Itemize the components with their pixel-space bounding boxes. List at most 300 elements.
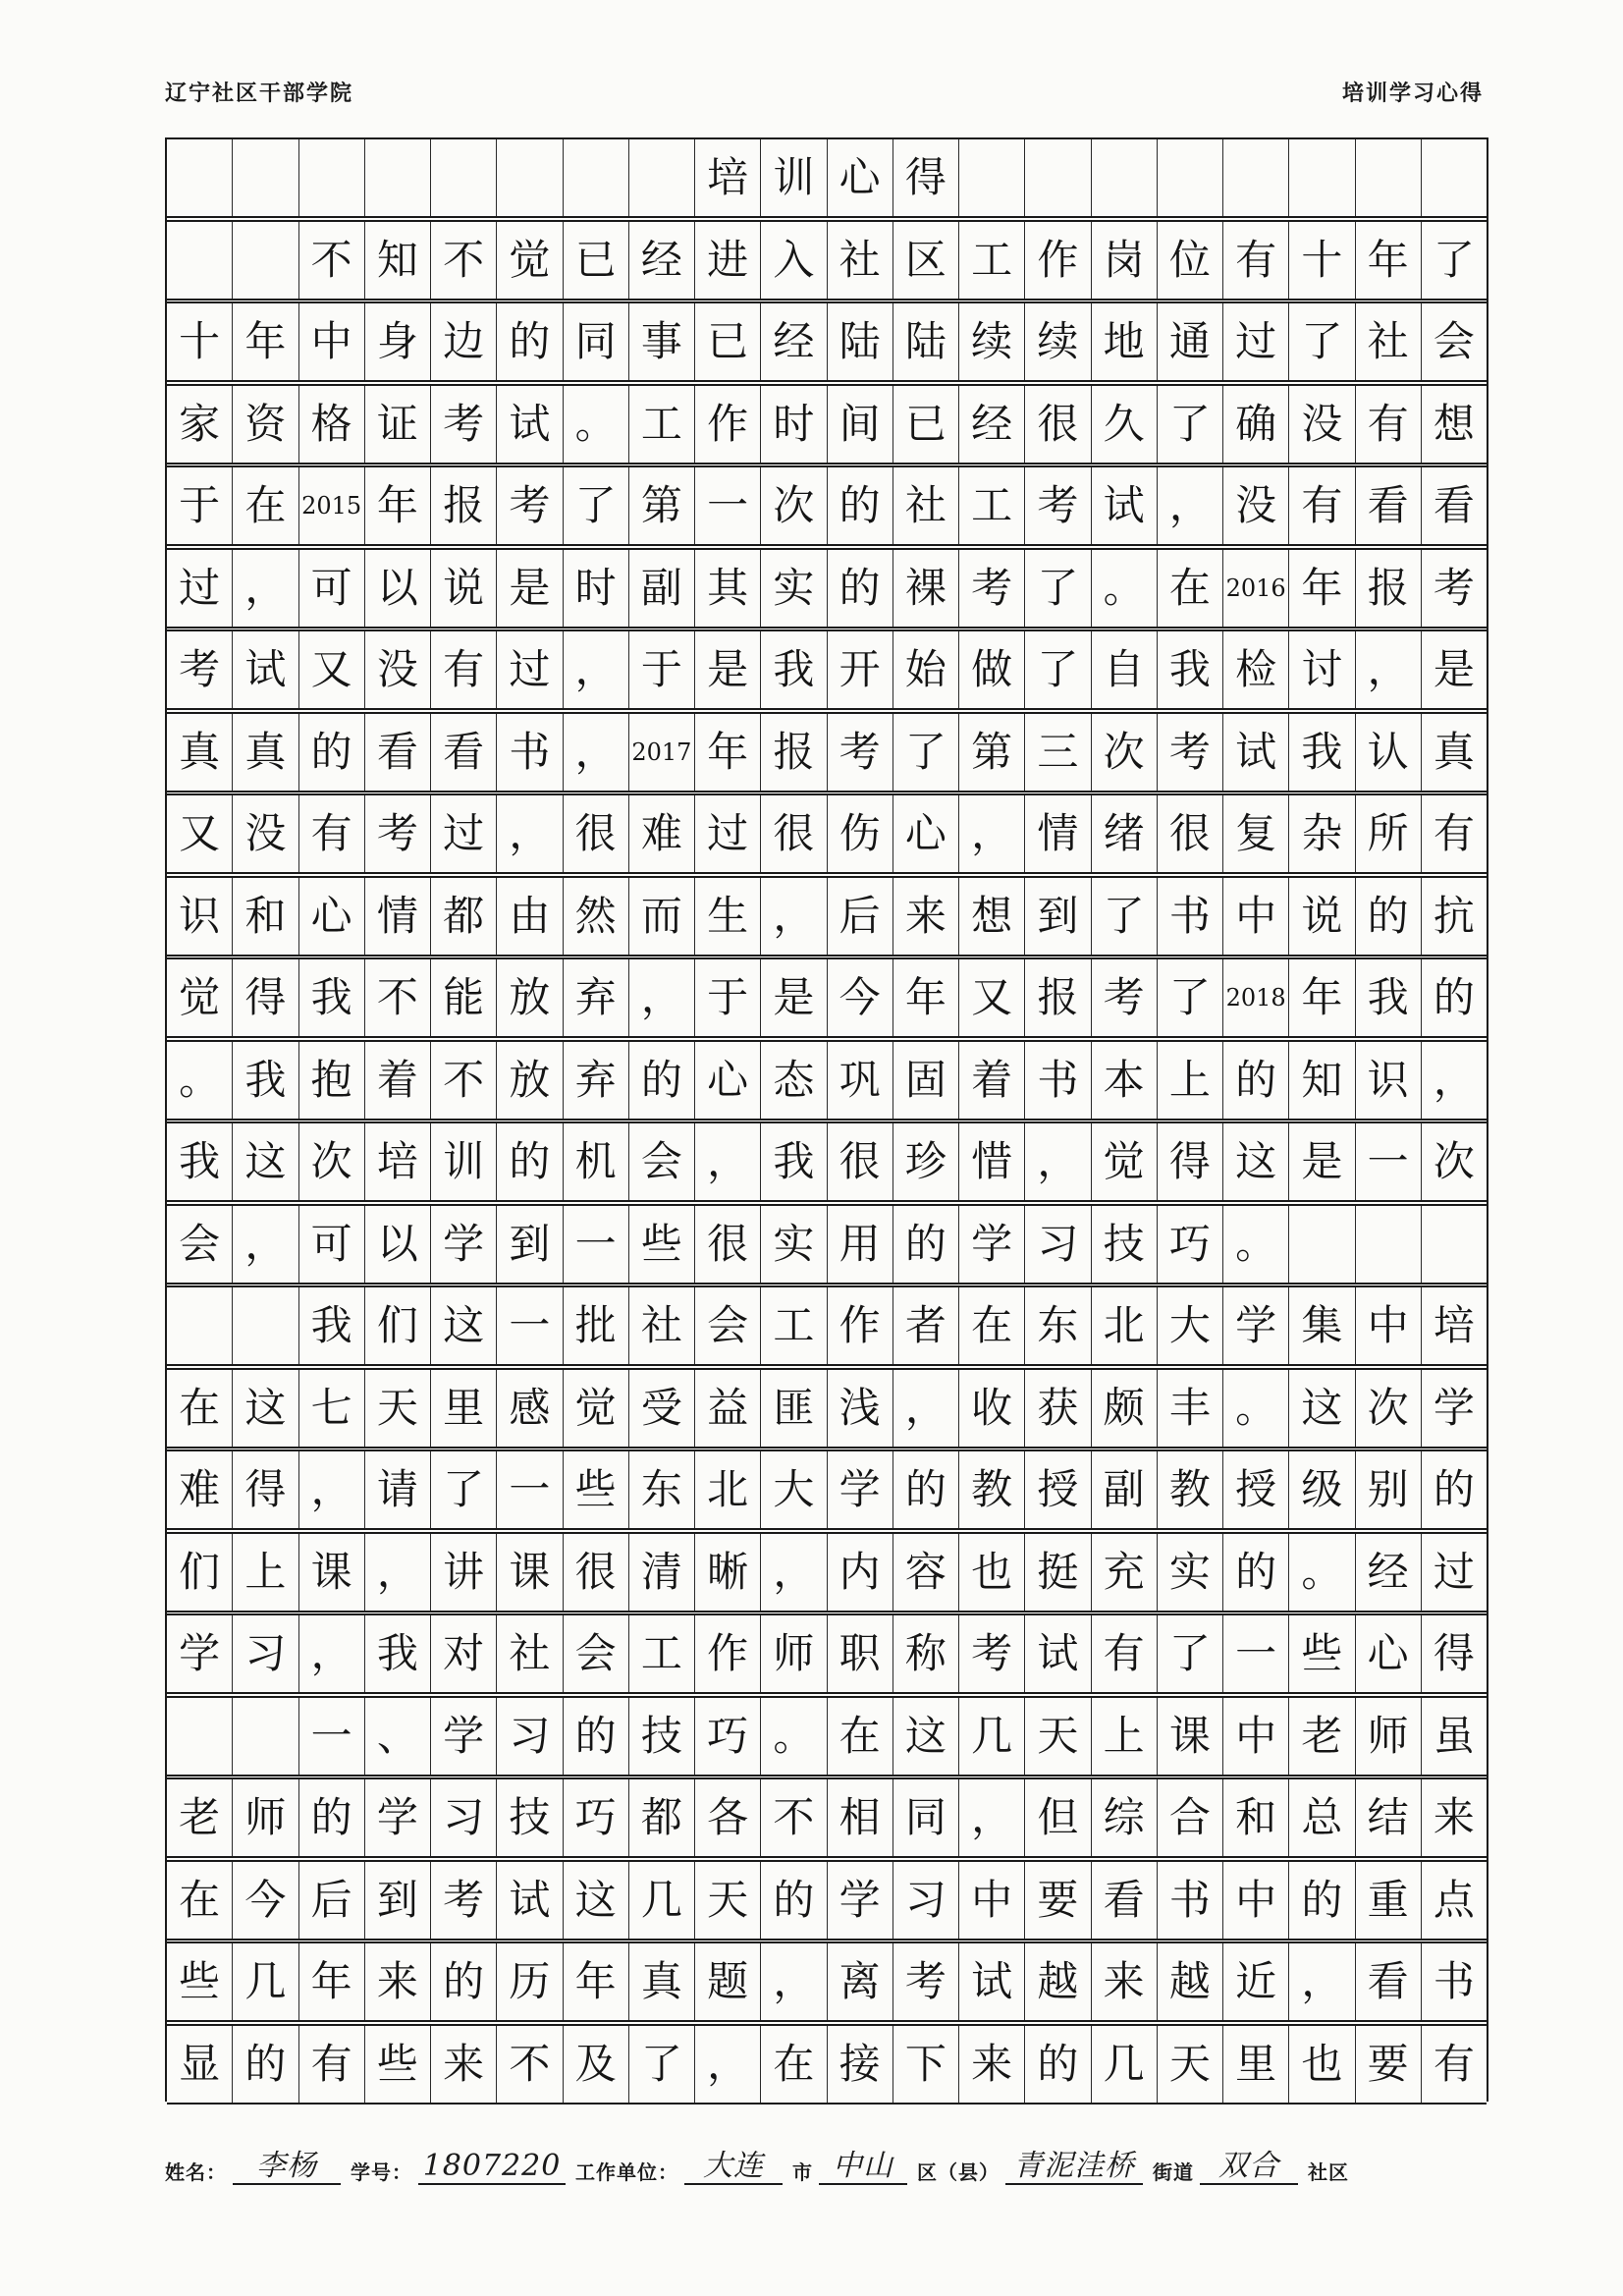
grid-row xyxy=(167,1285,1487,1366)
grid-cell: 我 xyxy=(299,1287,365,1364)
grid-cell: 杂 xyxy=(1289,795,1355,872)
grid-cell: 书 xyxy=(1158,1862,1223,1939)
grid-cell: 检 xyxy=(1223,631,1289,708)
grid-cell: 来 xyxy=(431,2026,497,2103)
grid-cell: 巧 xyxy=(1158,1206,1223,1283)
grid-cell: 弃 xyxy=(564,1042,629,1119)
grid-cell: 集 xyxy=(1289,1287,1355,1364)
grid-cell: ， xyxy=(959,1779,1025,1856)
grid-cell: 一 xyxy=(1223,1615,1289,1692)
grid-cell: 陆 xyxy=(893,303,959,380)
grid-cell: 过 xyxy=(431,795,497,872)
grid-cell: 识 xyxy=(167,878,233,955)
grid-cell: 培 xyxy=(1433,1301,1475,1349)
grid-cell: 心 xyxy=(299,878,365,955)
grid-cell: 用 xyxy=(828,1206,893,1283)
grid-cell: 的 xyxy=(233,2026,298,2103)
grid-row xyxy=(167,137,1487,218)
grid-cell: 。 xyxy=(1289,1534,1355,1611)
grid-cell: ， xyxy=(365,1534,431,1611)
grid-cell: 天 xyxy=(365,1370,431,1447)
grid-cell: 合 xyxy=(1158,1779,1223,1856)
grid-cell: 我 xyxy=(1289,714,1355,791)
grid-cell: 真 xyxy=(629,1943,695,2020)
grid-cell: 习 xyxy=(497,1698,563,1775)
grid-cell: 作 xyxy=(828,1287,893,1364)
grid-cell: 老 xyxy=(167,1779,233,1856)
grid-cell: 书 xyxy=(1158,878,1223,955)
grid-cell: 中 xyxy=(1356,1287,1422,1364)
grid-cell: 所 xyxy=(1356,795,1422,872)
grid-cell: 过 xyxy=(167,550,233,627)
grid-cell: 别 xyxy=(1356,1451,1422,1528)
grid-cell: 于 xyxy=(629,631,695,708)
grid-cell xyxy=(959,139,1025,216)
grid-cell: 试 xyxy=(1223,714,1289,791)
grid-cell: 培 xyxy=(695,139,761,216)
grid-cell: 有 xyxy=(1092,1615,1158,1692)
grid-cell: 有 xyxy=(299,795,365,872)
grid-cell: 得 xyxy=(233,959,298,1036)
grid-cell: 技 xyxy=(1092,1206,1158,1283)
grid-cell: 一 xyxy=(564,1206,629,1283)
grid-cell: 地 xyxy=(1092,303,1158,380)
grid-cell: 了 xyxy=(893,714,959,791)
grid-cell: 始 xyxy=(893,631,959,708)
grid-cell: 试 xyxy=(497,386,563,463)
grid-cell: 考 xyxy=(1092,959,1158,1036)
grid-cell: 证 xyxy=(365,386,431,463)
grid-cell: 看 xyxy=(365,714,431,791)
grid-cell: 得 xyxy=(1433,1629,1475,1677)
grid-cell: 难 xyxy=(629,795,695,872)
grid-cell: 获 xyxy=(1025,1370,1091,1447)
grid-cell: 要 xyxy=(1025,1862,1091,1939)
grid-cell: 考 xyxy=(893,1943,959,2020)
grid-cell: 想 xyxy=(1433,399,1475,448)
grid-cell: 的 xyxy=(828,467,893,544)
grid-cell: 授 xyxy=(1025,1451,1091,1528)
grid-cell: 看 xyxy=(431,714,497,791)
grid-cell: 次 xyxy=(1433,1137,1475,1185)
grid-cell: 没 xyxy=(1289,386,1355,463)
grid-cell: 对 xyxy=(431,1615,497,1692)
grid-cell: ， xyxy=(1025,1123,1091,1200)
grid-cell: 结 xyxy=(1356,1779,1422,1856)
grid-cell: 有 xyxy=(1289,467,1355,544)
grid-cell: 的 xyxy=(1025,2026,1091,2103)
grid-cell: 认 xyxy=(1356,714,1422,791)
grid-cell: ， xyxy=(959,795,1025,872)
district-suffix: 区（县） xyxy=(917,2160,1000,2184)
grid-cell: 了 xyxy=(1158,386,1223,463)
grid-cell: 巩 xyxy=(828,1042,893,1119)
grid-cell: 和 xyxy=(233,878,298,955)
grid-cell: 社 xyxy=(1356,303,1422,380)
grid-cell: 试 xyxy=(959,1943,1025,2020)
grid-cell: 边 xyxy=(431,303,497,380)
grid-cell: 着 xyxy=(365,1042,431,1119)
grid-cell: 看 xyxy=(1092,1862,1158,1939)
name-value: 李杨 xyxy=(233,2150,341,2185)
grid-cell: 讲 xyxy=(431,1534,497,1611)
grid-cell: 了 xyxy=(1158,959,1223,1036)
student-info-footer xyxy=(165,2146,1488,2185)
grid-cell: 很 xyxy=(564,795,629,872)
grid-cell: 得 xyxy=(893,139,959,216)
grid-cell: 及 xyxy=(564,2026,629,2103)
grid-cell: 近 xyxy=(1223,1943,1289,2020)
grid-cell: 后 xyxy=(299,1862,365,1939)
grid-cell: 这 xyxy=(893,1698,959,1775)
grid-cell: 工 xyxy=(629,1615,695,1692)
grid-cell: 上 xyxy=(1158,1042,1223,1119)
grid-cell: 报 xyxy=(1356,550,1422,627)
grid-cell: 考 xyxy=(431,1862,497,1939)
grid-cell: 越 xyxy=(1158,1943,1223,2020)
grid-cell: 想 xyxy=(959,878,1025,955)
grid-cell: 些 xyxy=(167,1943,233,2020)
grid-cell: 学 xyxy=(1433,1383,1475,1432)
grid-cell: 我 xyxy=(761,631,827,708)
grid-cell: 感 xyxy=(497,1370,563,1447)
grid-cell: 社 xyxy=(828,222,893,299)
grid-cell: 过 xyxy=(497,631,563,708)
grid-cell: 我 xyxy=(167,1123,233,1200)
grid-cell: 授 xyxy=(1223,1451,1289,1528)
grid-cell: 经 xyxy=(1356,1534,1422,1611)
grid-cell: 作 xyxy=(695,1615,761,1692)
grid-cell: 2015 xyxy=(299,467,365,544)
grid-cell xyxy=(497,139,563,216)
grid-row xyxy=(167,712,1487,793)
grid-cell: 身 xyxy=(365,303,431,380)
work-unit-label: 工作单位： xyxy=(575,2160,678,2184)
grid-cell: ， xyxy=(761,1943,827,2020)
grid-cell: 觉 xyxy=(564,1370,629,1447)
grid-cell: 实 xyxy=(1158,1534,1223,1611)
grid-cell: 难 xyxy=(167,1451,233,1528)
grid-cell: 岗 xyxy=(1092,222,1158,299)
grid-cell: 。 xyxy=(1092,550,1158,627)
grid-cell: 年 xyxy=(365,467,431,544)
grid-cell: ， xyxy=(1433,1055,1475,1104)
grid-cell xyxy=(233,139,298,216)
grid-cell: 浅 xyxy=(828,1370,893,1447)
grid-cell: 容 xyxy=(893,1534,959,1611)
grid-cell xyxy=(1422,139,1487,216)
grid-cell: 报 xyxy=(1025,959,1091,1036)
grid-cell: 裸 xyxy=(893,550,959,627)
grid-cell: 的 xyxy=(629,1042,695,1119)
grid-cell: 有 xyxy=(1433,809,1475,857)
grid-cell: 课 xyxy=(1158,1698,1223,1775)
grid-cell: 年 xyxy=(1289,550,1355,627)
grid-cell: 机 xyxy=(564,1123,629,1200)
grid-cell: 次 xyxy=(761,467,827,544)
grid-cell: 清 xyxy=(629,1534,695,1611)
grid-cell: 师 xyxy=(233,1779,298,1856)
grid-cell: 觉 xyxy=(1092,1123,1158,1200)
grid-cell: 说 xyxy=(431,550,497,627)
grid-cell: 到 xyxy=(1025,878,1091,955)
grid-cell: 觉 xyxy=(167,959,233,1036)
grid-row xyxy=(167,629,1487,710)
grid-cell: 看 xyxy=(1356,1943,1422,2020)
grid-cell: 天 xyxy=(1158,2026,1223,2103)
student-id-label: 学号： xyxy=(351,2160,412,2184)
grid-cell: 考 xyxy=(1158,714,1223,791)
grid-cell: ， xyxy=(1158,467,1223,544)
grid-cell: 了 xyxy=(1158,1615,1223,1692)
grid-cell: 了 xyxy=(431,1451,497,1528)
grid-cell: 批 xyxy=(564,1287,629,1364)
grid-cell: 习 xyxy=(893,1862,959,1939)
grid-cell: 的 xyxy=(1223,1042,1289,1119)
grid-cell: 天 xyxy=(1025,1698,1091,1775)
grid-cell: 很 xyxy=(1025,386,1091,463)
grid-cell: 一 xyxy=(695,467,761,544)
grid-cell: 些 xyxy=(365,2026,431,2103)
grid-cell: 的 xyxy=(893,1451,959,1528)
grid-cell: 点 xyxy=(1433,1875,1475,1924)
grid-cell: 的 xyxy=(299,1779,365,1856)
grid-cell: 职 xyxy=(828,1615,893,1692)
grid-cell: 格 xyxy=(299,386,365,463)
grid-cell: 学 xyxy=(431,1698,497,1775)
city-value: 大连 xyxy=(684,2150,783,2185)
grid-cell: 经 xyxy=(959,386,1025,463)
grid-cell: 年 xyxy=(233,303,298,380)
grid-cell: 生 xyxy=(695,878,761,955)
grid-row xyxy=(167,384,1487,465)
grid-cell: 试 xyxy=(497,1862,563,1939)
grid-cell: ， xyxy=(1289,1943,1355,2020)
grid-cell: 上 xyxy=(233,1534,298,1611)
grid-cell: 陆 xyxy=(828,303,893,380)
grid-cell: 今 xyxy=(828,959,893,1036)
grid-cell: 我 xyxy=(1158,631,1223,708)
grid-cell: 不 xyxy=(431,1042,497,1119)
grid-cell: 间 xyxy=(828,386,893,463)
grid-cell: 巧 xyxy=(695,1698,761,1775)
grid-cell: 试 xyxy=(1025,1615,1091,1692)
grid-cell: 第 xyxy=(629,467,695,544)
grid-cell: 些 xyxy=(564,1451,629,1528)
grid-cell: 年 xyxy=(1356,222,1422,299)
grid-cell: 有 xyxy=(431,631,497,708)
grid-cell: 技 xyxy=(629,1698,695,1775)
grid-cell: 副 xyxy=(1092,1451,1158,1528)
grid-cell: 能 xyxy=(431,959,497,1036)
grid-cell: 级 xyxy=(1289,1451,1355,1528)
grid-cell xyxy=(629,139,695,216)
grid-cell: 看 xyxy=(1356,467,1422,544)
grid-row xyxy=(167,1532,1487,1613)
grid-cell: 于 xyxy=(167,467,233,544)
grid-cell: 资 xyxy=(233,386,298,463)
grid-cell: 次 xyxy=(1356,1370,1422,1447)
grid-cell: 我 xyxy=(299,959,365,1036)
grid-cell: 珍 xyxy=(893,1123,959,1200)
grid-cell xyxy=(233,1287,298,1364)
grid-cell: 到 xyxy=(497,1206,563,1283)
grid-cell: 区 xyxy=(893,222,959,299)
grid-cell xyxy=(1422,1206,1487,1283)
document-type-label: 培训学习心得 xyxy=(1341,81,1484,106)
grid-cell: 家 xyxy=(167,386,233,463)
grid-cell: 社 xyxy=(893,467,959,544)
grid-cell: 觉 xyxy=(497,222,563,299)
grid-cell xyxy=(167,1698,233,1775)
grid-cell: 试 xyxy=(1092,467,1158,544)
grid-row xyxy=(167,1040,1487,1121)
grid-cell: 同 xyxy=(564,303,629,380)
grid-cell xyxy=(1158,139,1223,216)
grid-cell: 不 xyxy=(431,222,497,299)
grid-cell: 然 xyxy=(564,878,629,955)
grid-cell: 时 xyxy=(761,386,827,463)
grid-cell: 识 xyxy=(1356,1042,1422,1119)
grid-cell: 技 xyxy=(497,1779,563,1856)
grid-cell: 这 xyxy=(1223,1123,1289,1200)
grid-row xyxy=(167,1613,1487,1694)
grid-cell: ， xyxy=(629,959,695,1036)
grid-cell: 以 xyxy=(365,550,431,627)
grid-cell: 很 xyxy=(1158,795,1223,872)
grid-cell: 社 xyxy=(629,1287,695,1364)
grid-cell: 同 xyxy=(893,1779,959,1856)
grid-cell: 下 xyxy=(893,2026,959,2103)
grid-cell: 真 xyxy=(167,714,233,791)
grid-cell: 来 xyxy=(959,2026,1025,2103)
grid-row xyxy=(167,220,1487,301)
grid-cell: ， xyxy=(695,2026,761,2103)
grid-cell: 会 xyxy=(695,1287,761,1364)
grid-cell: 做 xyxy=(959,631,1025,708)
grid-cell: 、 xyxy=(365,1698,431,1775)
grid-cell: 。 xyxy=(1223,1370,1289,1447)
grid-cell: 东 xyxy=(1025,1287,1091,1364)
grid-cell: 一 xyxy=(497,1451,563,1528)
student-id-value: 1807220 xyxy=(418,2150,566,2185)
grid-cell: 都 xyxy=(629,1779,695,1856)
grid-cell: 这 xyxy=(233,1123,298,1200)
grid-cell: 态 xyxy=(761,1042,827,1119)
grid-cell: 没 xyxy=(1223,467,1289,544)
grid-cell: 年 xyxy=(1289,959,1355,1036)
grid-cell: 次 xyxy=(299,1123,365,1200)
grid-cell: ， xyxy=(761,878,827,955)
grid-cell: 越 xyxy=(1025,1943,1091,2020)
grid-row xyxy=(167,1777,1487,1858)
street-suffix: 街道 xyxy=(1153,2160,1194,2184)
grid-cell: 心 xyxy=(828,139,893,216)
grid-cell: 又 xyxy=(167,795,233,872)
grid-cell: 可 xyxy=(299,550,365,627)
grid-cell: 2016 xyxy=(1223,550,1289,627)
grid-cell: 在 xyxy=(167,1370,233,1447)
grid-cell: 大 xyxy=(761,1451,827,1528)
grid-cell: 本 xyxy=(1092,1042,1158,1119)
grid-cell: 于 xyxy=(695,959,761,1036)
grid-cell: 知 xyxy=(1289,1042,1355,1119)
grid-cell xyxy=(1289,1206,1355,1283)
grid-cell: ， xyxy=(564,714,629,791)
grid-cell: 有 xyxy=(299,2026,365,2103)
grid-cell: 书 xyxy=(1433,1957,1475,2005)
grid-cell: 我 xyxy=(233,1042,298,1119)
grid-cell: 抗 xyxy=(1433,891,1475,940)
name-label: 姓名： xyxy=(165,2160,227,2184)
grid-cell: 北 xyxy=(695,1451,761,1528)
grid-cell: 是 xyxy=(695,631,761,708)
grid-cell: 是 xyxy=(1433,645,1475,693)
institute-name: 辽宁社区干部学院 xyxy=(165,81,354,106)
grid-cell: 在 xyxy=(959,1287,1025,1364)
grid-cell: ， xyxy=(233,1206,298,1283)
grid-cell xyxy=(167,222,233,299)
street-value: 青泥洼桥 xyxy=(1005,2150,1143,2185)
grid-row xyxy=(167,465,1487,546)
grid-cell: 虽 xyxy=(1433,1711,1475,1760)
grid-cell: ， xyxy=(233,550,298,627)
grid-cell: 心 xyxy=(893,795,959,872)
grid-cell: 很 xyxy=(695,1206,761,1283)
grid-cell: 确 xyxy=(1223,386,1289,463)
grid-cell: 工 xyxy=(629,386,695,463)
grid-cell: 几 xyxy=(959,1698,1025,1775)
grid-cell: 考 xyxy=(167,631,233,708)
grid-cell: 考 xyxy=(959,550,1025,627)
grid-cell: 天 xyxy=(695,1862,761,1939)
grid-cell: 的 xyxy=(1433,973,1475,1021)
grid-cell: 会 xyxy=(629,1123,695,1200)
grid-row xyxy=(167,793,1487,874)
grid-cell: 第 xyxy=(959,714,1025,791)
grid-row xyxy=(167,548,1487,629)
grid-cell: 十 xyxy=(167,303,233,380)
grid-cell: 教 xyxy=(959,1451,1025,1528)
grid-cell xyxy=(431,139,497,216)
grid-cell xyxy=(1092,139,1158,216)
grid-cell: 一 xyxy=(497,1287,563,1364)
grid-cell: 经 xyxy=(761,303,827,380)
grid-cell: 来 xyxy=(1433,1793,1475,1841)
grid-cell: 年 xyxy=(299,1943,365,2020)
grid-cell xyxy=(564,139,629,216)
grid-cell xyxy=(1289,139,1355,216)
grid-cell: 讨 xyxy=(1289,631,1355,708)
grid-cell: 很 xyxy=(828,1123,893,1200)
grid-cell xyxy=(167,139,233,216)
grid-cell: 复 xyxy=(1223,795,1289,872)
grid-cell: 报 xyxy=(431,467,497,544)
grid-cell: 的 xyxy=(1433,1465,1475,1513)
grid-cell: 很 xyxy=(761,795,827,872)
grid-cell xyxy=(1025,139,1091,216)
grid-cell: 报 xyxy=(761,714,827,791)
grid-cell: 历 xyxy=(497,1943,563,2020)
grid-cell: 时 xyxy=(564,550,629,627)
grid-cell: ， xyxy=(497,795,563,872)
grid-cell: 2018 xyxy=(1223,959,1289,1036)
grid-cell: 学 xyxy=(828,1451,893,1528)
grid-cell: 知 xyxy=(365,222,431,299)
grid-row xyxy=(167,1860,1487,1941)
grid-cell: 大 xyxy=(1158,1287,1223,1364)
grid-cell: 来 xyxy=(893,878,959,955)
